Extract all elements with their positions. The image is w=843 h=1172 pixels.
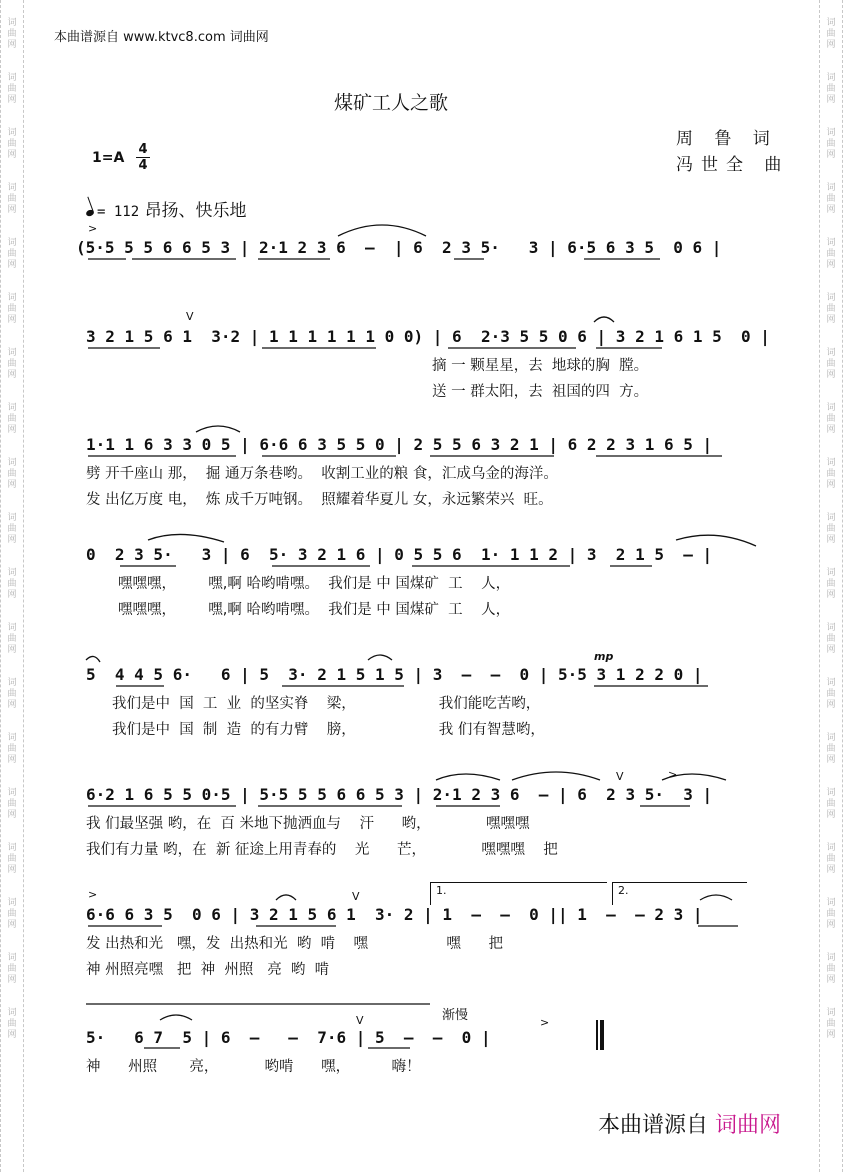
- watermark-char: 词: [826, 458, 836, 468]
- watermark-char: 词: [7, 678, 17, 688]
- time-signature-bottom: 4: [138, 158, 148, 173]
- watermark-char: 曲: [7, 29, 17, 39]
- watermark-char: 曲: [826, 304, 836, 314]
- watermark-char: 曲: [7, 909, 17, 919]
- slur: [700, 895, 732, 900]
- breath-mark: V: [186, 310, 194, 323]
- watermark-char: 词: [7, 788, 17, 798]
- watermark-char: 网: [7, 205, 17, 215]
- watermark-char: 曲: [826, 909, 836, 919]
- watermark-char: 网: [826, 425, 836, 435]
- watermark-char: 曲: [826, 634, 836, 644]
- watermark-char: 词: [7, 1008, 17, 1018]
- watermark-char: 网: [7, 755, 17, 765]
- watermark-char: 词: [826, 733, 836, 743]
- watermark-char: 曲: [7, 689, 17, 699]
- watermark-char: 曲: [826, 29, 836, 39]
- watermark-char: 词: [7, 898, 17, 908]
- watermark-char: 曲: [7, 304, 17, 314]
- watermark-char: 曲: [826, 139, 836, 149]
- watermark-char: 曲: [826, 1019, 836, 1029]
- watermark-char: 曲: [7, 469, 17, 479]
- tempo-marking: = 112 昂扬、快乐地: [86, 196, 247, 221]
- system-5-lyric-1: 我们是中 国 工 业 的坚实脊 梁， 我们能吃苦哟，: [112, 696, 541, 712]
- watermark-char: 曲: [7, 854, 17, 864]
- watermark-char: 词: [7, 513, 17, 523]
- watermark-char: 曲: [7, 744, 17, 754]
- watermark-char: 词: [7, 293, 17, 303]
- watermark-char: 网: [826, 260, 836, 270]
- watermark-char: 词: [7, 568, 17, 578]
- breath-mark: V: [356, 1014, 364, 1027]
- watermark-char: 网: [7, 1030, 17, 1040]
- watermark-char: 词: [7, 733, 17, 743]
- system-3-lyric-2: 发 出亿万度 电， 炼 成千万吨钢。 照耀着华夏儿 女，永远繁荣兴 旺。: [86, 492, 553, 508]
- watermark-char: 词: [826, 788, 836, 798]
- watermark-char: 曲: [7, 1019, 17, 1029]
- system-6-lyric-2: 我们有力量 哟，在 新 征途上用青春的 光 芒， 嘿嘿嘿 把: [86, 842, 558, 858]
- watermark-char: 网: [826, 865, 836, 875]
- system-2-lyric-2: 送 一 群太阳，去 祖国的四 方。: [432, 384, 649, 400]
- watermark-char: 网: [826, 315, 836, 325]
- watermark-char: 网: [826, 645, 836, 655]
- system-6-lyric-1: 我 们最坚强 哟，在 百 米地下抛洒血与 汗 哟， 嘿嘿嘿: [86, 816, 530, 832]
- watermark-char: 词: [826, 843, 836, 853]
- system-6-notes: 6·2 1 6 5 5 0·5 | 5·5 5 5 6 6 5 3 | 2·1 2 3 6 – | 6 2 3 5· 3 |: [86, 785, 713, 804]
- slur: [148, 534, 224, 542]
- ritardando-marking: 渐慢: [442, 1008, 469, 1023]
- watermark-char: 词: [7, 183, 17, 193]
- watermark-char: 网: [826, 205, 836, 215]
- watermark-char: 网: [7, 975, 17, 985]
- watermark-char: 网: [826, 1030, 836, 1040]
- watermark-char: 曲: [826, 854, 836, 864]
- system-4-lyric-1: 嘿嘿嘿， 嘿,啊 哈哟啃嘿。 我们是 中 国煤矿 工 人，: [118, 576, 511, 592]
- watermark-char: 词: [7, 623, 17, 633]
- watermark-char: 曲: [7, 414, 17, 424]
- watermark-char: 曲: [7, 524, 17, 534]
- watermark-char: 网: [826, 975, 836, 985]
- watermark-char: 曲: [7, 799, 17, 809]
- watermark-char: 词: [826, 623, 836, 633]
- watermark-char: 网: [7, 590, 17, 600]
- time-signature-top: 4: [136, 142, 150, 158]
- watermark-char: 网: [826, 40, 836, 50]
- system-7-lyric-1: 发 出热和光 嘿，发 出热和光 哟 啃 嘿 嘿 把: [86, 936, 504, 952]
- watermark-char: 网: [826, 535, 836, 545]
- watermark-char: 词: [826, 1008, 836, 1018]
- watermark-char: 网: [7, 315, 17, 325]
- watermark-char: 网: [826, 755, 836, 765]
- watermark-char: 曲: [7, 579, 17, 589]
- breath-mark: V: [352, 890, 360, 903]
- watermark-char: 曲: [7, 359, 17, 369]
- dynamic-mp: mp: [594, 650, 614, 663]
- system-2-lyric-1: 摘 一 颗星星，去 地球的胸 膛。: [432, 358, 649, 374]
- second-ending-label: 2.: [618, 884, 629, 897]
- system-5-lyric-2: 我们是中 国 制 造 的有力臂 膀， 我 们有智慧哟，: [112, 722, 545, 738]
- slur: [676, 535, 756, 546]
- watermark-char: 网: [7, 645, 17, 655]
- source-footer: [598, 1108, 781, 1139]
- watermark-char: 曲: [826, 414, 836, 424]
- accent-mark: >: [88, 888, 98, 901]
- watermark-char: 网: [7, 370, 17, 380]
- watermark-char: 网: [7, 810, 17, 820]
- system-4-lyric-2: 嘿嘿嘿， 嘿,啊 哈哟啃嘿。 我们是 中 国煤矿 工 人，: [118, 602, 511, 618]
- watermark-char: 词: [826, 953, 836, 963]
- watermark-char: 词: [7, 953, 17, 963]
- watermark-char: 网: [826, 810, 836, 820]
- accent-mark: >: [668, 768, 678, 781]
- watermark-char: 词: [826, 183, 836, 193]
- watermark-char: 词: [826, 73, 836, 83]
- watermark-char: 曲: [7, 249, 17, 259]
- lyricist-credit: 周 鲁 词: [676, 129, 778, 149]
- footer-prefix: 本曲谱源自: [597, 1113, 708, 1138]
- system-7-notes: 6·6 6 3 5 0 6 | 3 2 1 5 6 1 3· 2 | 1 – – 0 || 1 – – 2 3 |: [86, 905, 703, 924]
- source-header: 本曲谱源自 www.ktvc8.com 词曲网: [54, 30, 269, 45]
- system-5-notes: 5 4 4 5 6· 6 | 5 3· 2 1 5 1 5 | 3 – – 0 | 5·5 3 1 2 2 0 |: [86, 665, 703, 684]
- watermark-char: 词: [826, 513, 836, 523]
- watermark-char: 网: [7, 425, 17, 435]
- watermark-char: 曲: [826, 964, 836, 974]
- watermark-char: 曲: [826, 579, 836, 589]
- watermark-char: 网: [7, 865, 17, 875]
- composer-credit: 冯世全 曲: [676, 155, 790, 175]
- watermark-char: 网: [826, 920, 836, 930]
- slur: [594, 317, 614, 322]
- watermark-char: 词: [7, 18, 17, 28]
- watermark-char: 网: [7, 95, 17, 105]
- watermark-char: 词: [7, 128, 17, 138]
- watermark-char: 曲: [826, 469, 836, 479]
- accent-mark: >: [540, 1016, 550, 1029]
- watermark-char: 曲: [7, 634, 17, 644]
- watermark-char: 词: [826, 128, 836, 138]
- watermark-char: 曲: [7, 964, 17, 974]
- watermark-char: 曲: [826, 194, 836, 204]
- system-3-notes: 1·1 1 6 3 3 0 5 | 6·6 6 3 5 5 0 | 2 5 5 6 3 2 1 | 6 2 2 3 1 6 5 |: [86, 435, 713, 454]
- system-3-lyric-1: 劈 开千座山 那， 掘 通万条巷哟。 收割工业的粮 食，汇成乌金的海洋。: [86, 466, 558, 482]
- system-8-lyric-1: 神 州照 亮， 哟啃 嘿， 嗨！: [86, 1059, 421, 1075]
- slur: [276, 895, 296, 900]
- watermark-char: 网: [7, 535, 17, 545]
- slur: [368, 655, 392, 660]
- slur: [338, 225, 426, 236]
- watermark-char: 网: [7, 700, 17, 710]
- watermark-char: 曲: [826, 359, 836, 369]
- watermark-char: 词: [826, 898, 836, 908]
- watermark-char: 曲: [826, 524, 836, 534]
- system-1-notes: (5·5 5 5 6 6 5 3 | 2·1 2 3 6 – | 6 2 3 5· 3 | 6·5 6 3 5 0 6 |: [76, 238, 722, 257]
- slur: [86, 656, 100, 662]
- watermark-char: 曲: [7, 194, 17, 204]
- tempo-text: 昂扬、快乐地: [144, 201, 247, 221]
- watermark-char: 词: [826, 18, 836, 28]
- watermark-char: 网: [826, 700, 836, 710]
- watermark-char: 词: [826, 678, 836, 688]
- watermark-char: 词: [7, 458, 17, 468]
- watermark-char: 词: [826, 348, 836, 358]
- first-ending-label: 1.: [436, 884, 447, 897]
- watermark-char: 网: [7, 260, 17, 270]
- watermark-char: 网: [7, 480, 17, 490]
- watermark-char: 网: [826, 370, 836, 380]
- key-signature: 1=A: [92, 150, 125, 166]
- accent-mark: >: [88, 222, 98, 235]
- breath-mark: V: [616, 770, 624, 783]
- watermark-char: 词: [7, 348, 17, 358]
- watermark-char: 词: [826, 293, 836, 303]
- watermark-char: 曲: [826, 84, 836, 94]
- watermark-char: 网: [7, 40, 17, 50]
- watermark-char: 词: [7, 238, 17, 248]
- watermark-char: 网: [826, 590, 836, 600]
- watermark-char: 网: [826, 150, 836, 160]
- watermark-char: 网: [7, 150, 17, 160]
- system-2-notes: 3 2 1 5 6 1 3·2 | 1 1 1 1 1 1 0 0) | 6 2·3 5 5 0 6 | 3 2 1 6 1 5 0 |: [86, 327, 770, 346]
- watermark-char: 词: [826, 238, 836, 248]
- system-7-lyric-2: 神 州照亮嘿 把 神 州照 亮 哟 啃: [86, 962, 330, 978]
- song-title: 煤矿工人之歌: [334, 92, 449, 114]
- watermark-char: 网: [7, 920, 17, 930]
- watermark-char: 网: [826, 480, 836, 490]
- watermark-char: 曲: [826, 249, 836, 259]
- watermark-char: 词: [7, 73, 17, 83]
- slur: [436, 774, 500, 780]
- watermark-char: 网: [826, 95, 836, 105]
- watermark-char: 曲: [7, 84, 17, 94]
- watermark-char: 曲: [826, 799, 836, 809]
- watermark-char: 词: [826, 403, 836, 413]
- watermark-char: 词: [7, 843, 17, 853]
- watermark-char: 曲: [7, 139, 17, 149]
- watermark-char: 词: [7, 403, 17, 413]
- tempo-number: 112: [113, 204, 140, 220]
- slur: [160, 1015, 192, 1020]
- watermark-char: 曲: [826, 744, 836, 754]
- watermark-char: 词: [826, 568, 836, 578]
- slur: [196, 426, 240, 432]
- system-4-notes: 0 2 3 5· 3 | 6 5· 3 2 1 6 | 0 5 5 6 1· 1 1 2 | 3 2 1 5 – |: [86, 545, 713, 564]
- system-8-notes: 5· 6 7 5 | 6 – – 7·6 | 5 – – 0 |: [86, 1028, 491, 1047]
- footer-brand: 词曲网: [714, 1113, 781, 1138]
- watermark-char: 曲: [826, 689, 836, 699]
- slur: [512, 772, 600, 780]
